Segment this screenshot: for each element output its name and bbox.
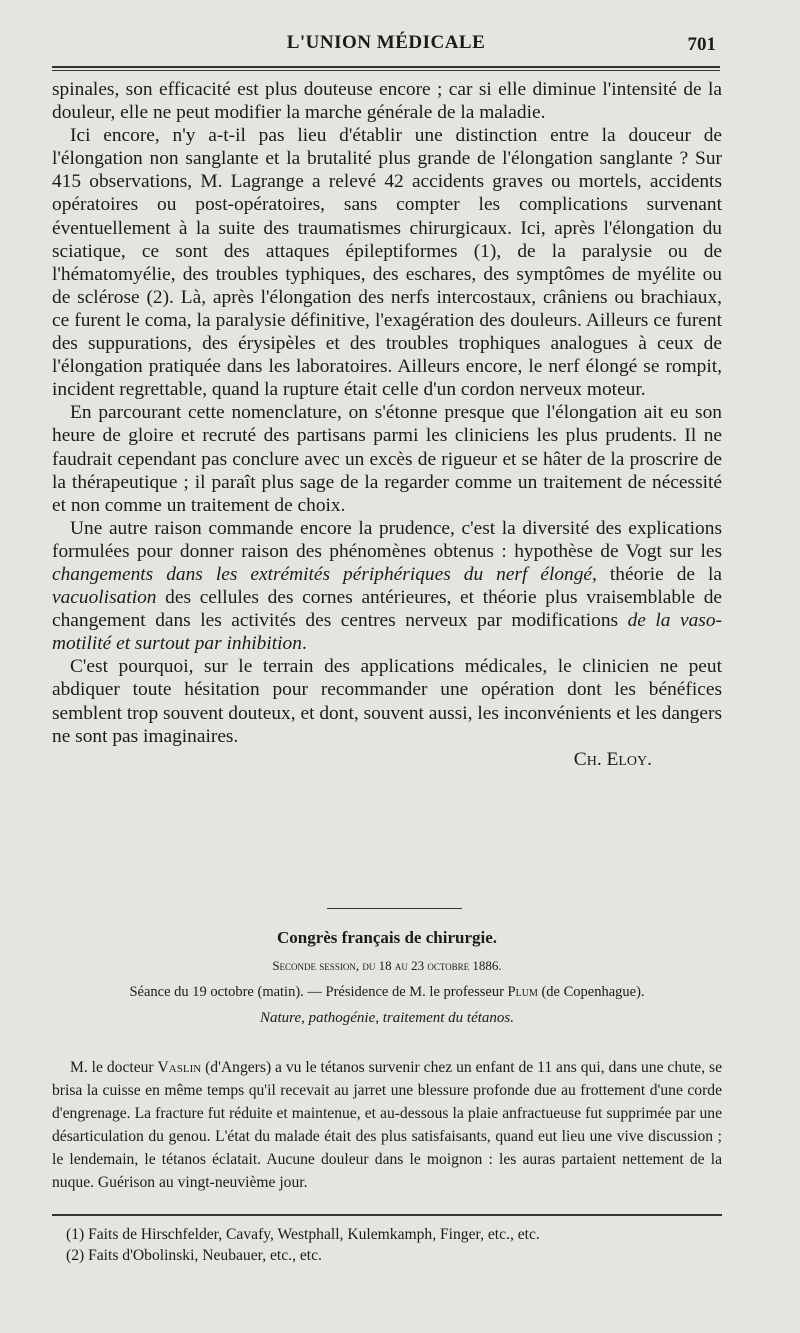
session-dates: du 18 au 23 octobre 1886. [359, 958, 502, 973]
paragraph-4-text-a: Une autre raison commande encore la prudence, c'est la diversité des explications formulées pour donner raison des phénomènes obtenus : hypothèse de Vogt sur les [52, 517, 722, 562]
section-title: Congrès français de chirurgie. [276, 928, 498, 947]
paragraph-4-italic-b: changements dans les extrémités périphériques du nerf élongé [52, 563, 593, 585]
president-name: Plum [507, 984, 538, 1000]
paragraph-4 [52, 517, 722, 656]
footnote-rule [52, 1214, 722, 1216]
congress-report [52, 1056, 722, 1194]
paragraph-4-text-e: des cellules des cornes antérieures, et théorie plus vraisemblable de changement dans les activités des centres nerveux par modifications [52, 587, 722, 632]
paragraph-3: En parcourant cette nomenclature, on s'étonne presque que l'élongation ait eu son heure de gloire et recruté des partisans parmi les cliniciens les plus prudents. Il ne faudrait cependant pas conclure avec un excès de rigueur et se hâter de la proscrire de la thérapeutique ; il paraît plus sage de la regarder comme un traitement de nécessité et non comme un traitement de choix. [52, 402, 722, 516]
running-title: L'UNION MÉDICALE [286, 32, 486, 53]
seance-text-a: Séance du 19 octobre (matin). — Présidence de M. le professeur [129, 984, 508, 1000]
page-header [52, 28, 720, 64]
article-body [52, 78, 722, 771]
doctor-name: Vaslin [157, 1059, 202, 1076]
section-divider [327, 908, 462, 909]
report-text-b: (d'Angers) a vu le tétanos survenir chez un enfant de 11 ans qui, dans une chute, se brisa la cuisse en même temps qu'il recevait au jarret une blessure profonde due au frottement d'une corde d'engrenage. La fracture fut réduite et maintenue, et au-dessous la plaie anfractueuse fut supprimée par une désarticulation du genou. L'état du malade était des plus satisfaisants, quand eut lieu une vive discussion ; le lendemain, le tétanos éclatait. Aucune douleur dans le moignon : les auras partaient nettement de la nuque. Guérison au vingt-neuvième jour. [52, 1059, 722, 1191]
seance-text-b: (de Copenhague). [537, 984, 645, 1000]
paragraph-4-text-c: , théorie de la [592, 563, 722, 585]
header-rule [52, 66, 720, 71]
subject-line: Nature, pathogénie, traitement du tétanos. [260, 1010, 514, 1026]
paragraph-4-text-g: . [301, 633, 307, 655]
report-paragraph [52, 1056, 722, 1194]
seance-line [52, 984, 722, 1001]
session-line [52, 958, 722, 975]
footnotes [66, 1224, 716, 1266]
paragraph-2: Ici encore, n'y a-t-il pas lieu d'établir une distinction entre la douceur de l'élongation non sanglante et la brutalité plus grande de l'élongation sanglante ? Sur 415 observations, M. Lagrange a relevé 42 accidents graves ou mortels, accidents opératoires ou post-opératoires, sans compter les complications survenant éventuellement à la suite des traumatismes chirurgicaux. Ici, après l'élongation du sciatique, ce sont des attaques épileptiformes (1), de la paralysie ou de l'hématomyélie, des troubles typhiques, des eschares, des symptômes de myélite ou de sclérose (2). Là, après l'élongation des nerfs intercostaux, crâniens ou brachiaux, ce furent le coma, la paralysie définitive, l'exagération des douleurs. Ailleurs ce furent des suppurations, des érysipèles et des troubles trophiques analogues à ceux de l'élongation pratiquée dans les laboratoires. Ailleurs encore, le nerf élongé se rompit, incident regrettable, quand la rupture était celle d'un cordon nerveux moteur. [52, 125, 722, 401]
report-text-a: M. le docteur [70, 1059, 158, 1076]
congress-section-header [52, 928, 722, 1027]
paragraph-1: spinales, son efficacité est plus douteuse encore ; car si elle diminue l'intensité de la douleur, elle ne peut modifier la marche générale de la maladie. [52, 79, 722, 124]
page-number: 701 [687, 34, 716, 55]
footnote-1: (1) Faits de Hirschfelder, Cavafy, Westphall, Kulemkamph, Finger, etc., etc. [66, 1226, 540, 1243]
author-signature: Ch. Eloy. [573, 748, 652, 770]
session-label: Seconde session, [272, 958, 360, 973]
paragraph-5: C'est pourquoi, sur le terrain des applications médicales, le clinicien ne peut abdiquer toute hésitation pour recommander une opération dont les bénéfices semblent trop souvent douteux, et dont, souvent aussi, les inconvénients et les dangers ne sont pas imaginaires. [52, 656, 722, 747]
footnote-2: (2) Faits d'Obolinski, Neubauer, etc., etc. [66, 1247, 322, 1264]
paragraph-4-italic-f: de la vaso-motilité et surtout par inhibition [52, 610, 722, 655]
paragraph-4-italic-d: vacuolisation [52, 587, 157, 609]
